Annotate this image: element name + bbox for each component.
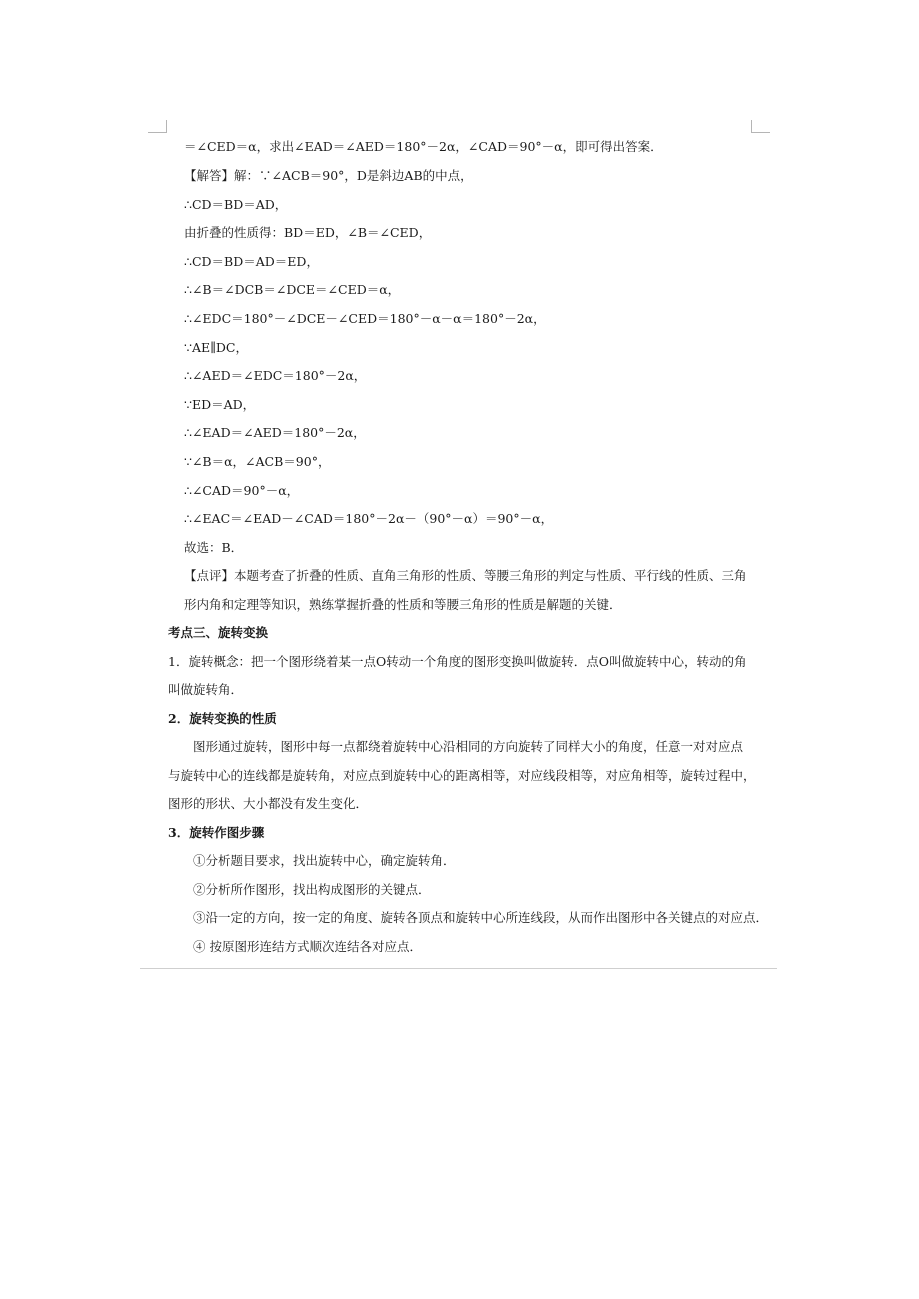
text-line: ∴∠AED＝∠EDC＝180°－2α，: [184, 368, 367, 383]
text-line: 【点评】本题考查了折叠的性质、直角三角形的性质、等腰三角形的判定与性质、平行线的性质、三角: [184, 568, 747, 583]
crop-mark-right: [751, 120, 770, 133]
text-line: ＝∠CED＝α，求出∠EAD＝∠AED＝180°－2α，∠CAD＝90°－α，即可得出答案．: [184, 139, 663, 154]
text-line: ∵ED＝AD，: [184, 397, 256, 412]
text-line: ∴∠EAC＝∠EAD－∠CAD＝180°－2α－（90°－α）＝90°－α，: [184, 511, 554, 526]
text-line: ∴∠CAD＝90°－α，: [184, 483, 300, 498]
text-line: 图形通过旋转，图形中每一点都绕着旋转中心沿相同的方向旋转了同样大小的角度，任意一对对应点: [193, 739, 744, 754]
text-line: ∴∠EAD＝∠AED＝180°－2α，: [184, 425, 366, 440]
text-line: 故选：B．: [184, 540, 244, 555]
text-line: ①分析题目要求，找出旋转中心，确定旋转角．: [193, 853, 456, 868]
text-line: 【解答】解：∵∠ACB＝90°，D是斜边AB的中点，: [184, 168, 473, 183]
text-line: ④ 按原图形连结方式顺次连结各对应点．: [193, 939, 422, 954]
text-line: 由折叠的性质得：BD＝ED，∠B＝∠CED，: [184, 225, 432, 240]
section-heading: 2．旋转变换的性质: [168, 711, 277, 726]
text-line: ∴∠EDC＝180°－∠DCE－∠CED＝180°－α－α＝180°－2α，: [184, 311, 546, 326]
text-line: 与旋转中心的连线都是旋转角，对应点到旋转中心的距离相等，对应线段相等，对应角相等，旋转过程中，: [168, 768, 756, 783]
text-line: 形内角和定理等知识，熟练掌握折叠的性质和等腰三角形的性质是解题的关键．: [184, 597, 622, 612]
text-line: 叫做旋转角．: [168, 682, 244, 697]
page-bottom-rule: [140, 968, 777, 969]
text-line: ∴∠B＝∠DCB＝∠DCE＝∠CED＝α，: [184, 282, 401, 297]
text-line: 图形的形状、大小都没有发生变化．: [168, 796, 369, 811]
text-line: ②分析所作图形，找出构成图形的关键点．: [193, 882, 431, 897]
text-line: 1．旋转概念：把一个图形绕着某一点O转动一个角度的图形变换叫做旋转．点O叫做旋转中心，转动的角: [168, 654, 747, 669]
text-line: ∵AE∥DC，: [184, 340, 248, 355]
section-heading: 3．旋转作图步骤: [168, 825, 265, 840]
crop-mark-left: [148, 120, 167, 133]
text-line: ∴CD＝BD＝AD＝ED，: [184, 254, 319, 269]
text-line: ③沿一定的方向，按一定的角度、旋转各顶点和旋转中心所连线段，从而作出图形中各关键点的对应点．: [193, 910, 769, 925]
text-line: ∵∠B＝α，∠ACB＝90°，: [184, 454, 331, 469]
text-line: ∴CD＝BD＝AD，: [184, 197, 288, 212]
section-heading: 考点三、旋转变换: [168, 625, 269, 640]
